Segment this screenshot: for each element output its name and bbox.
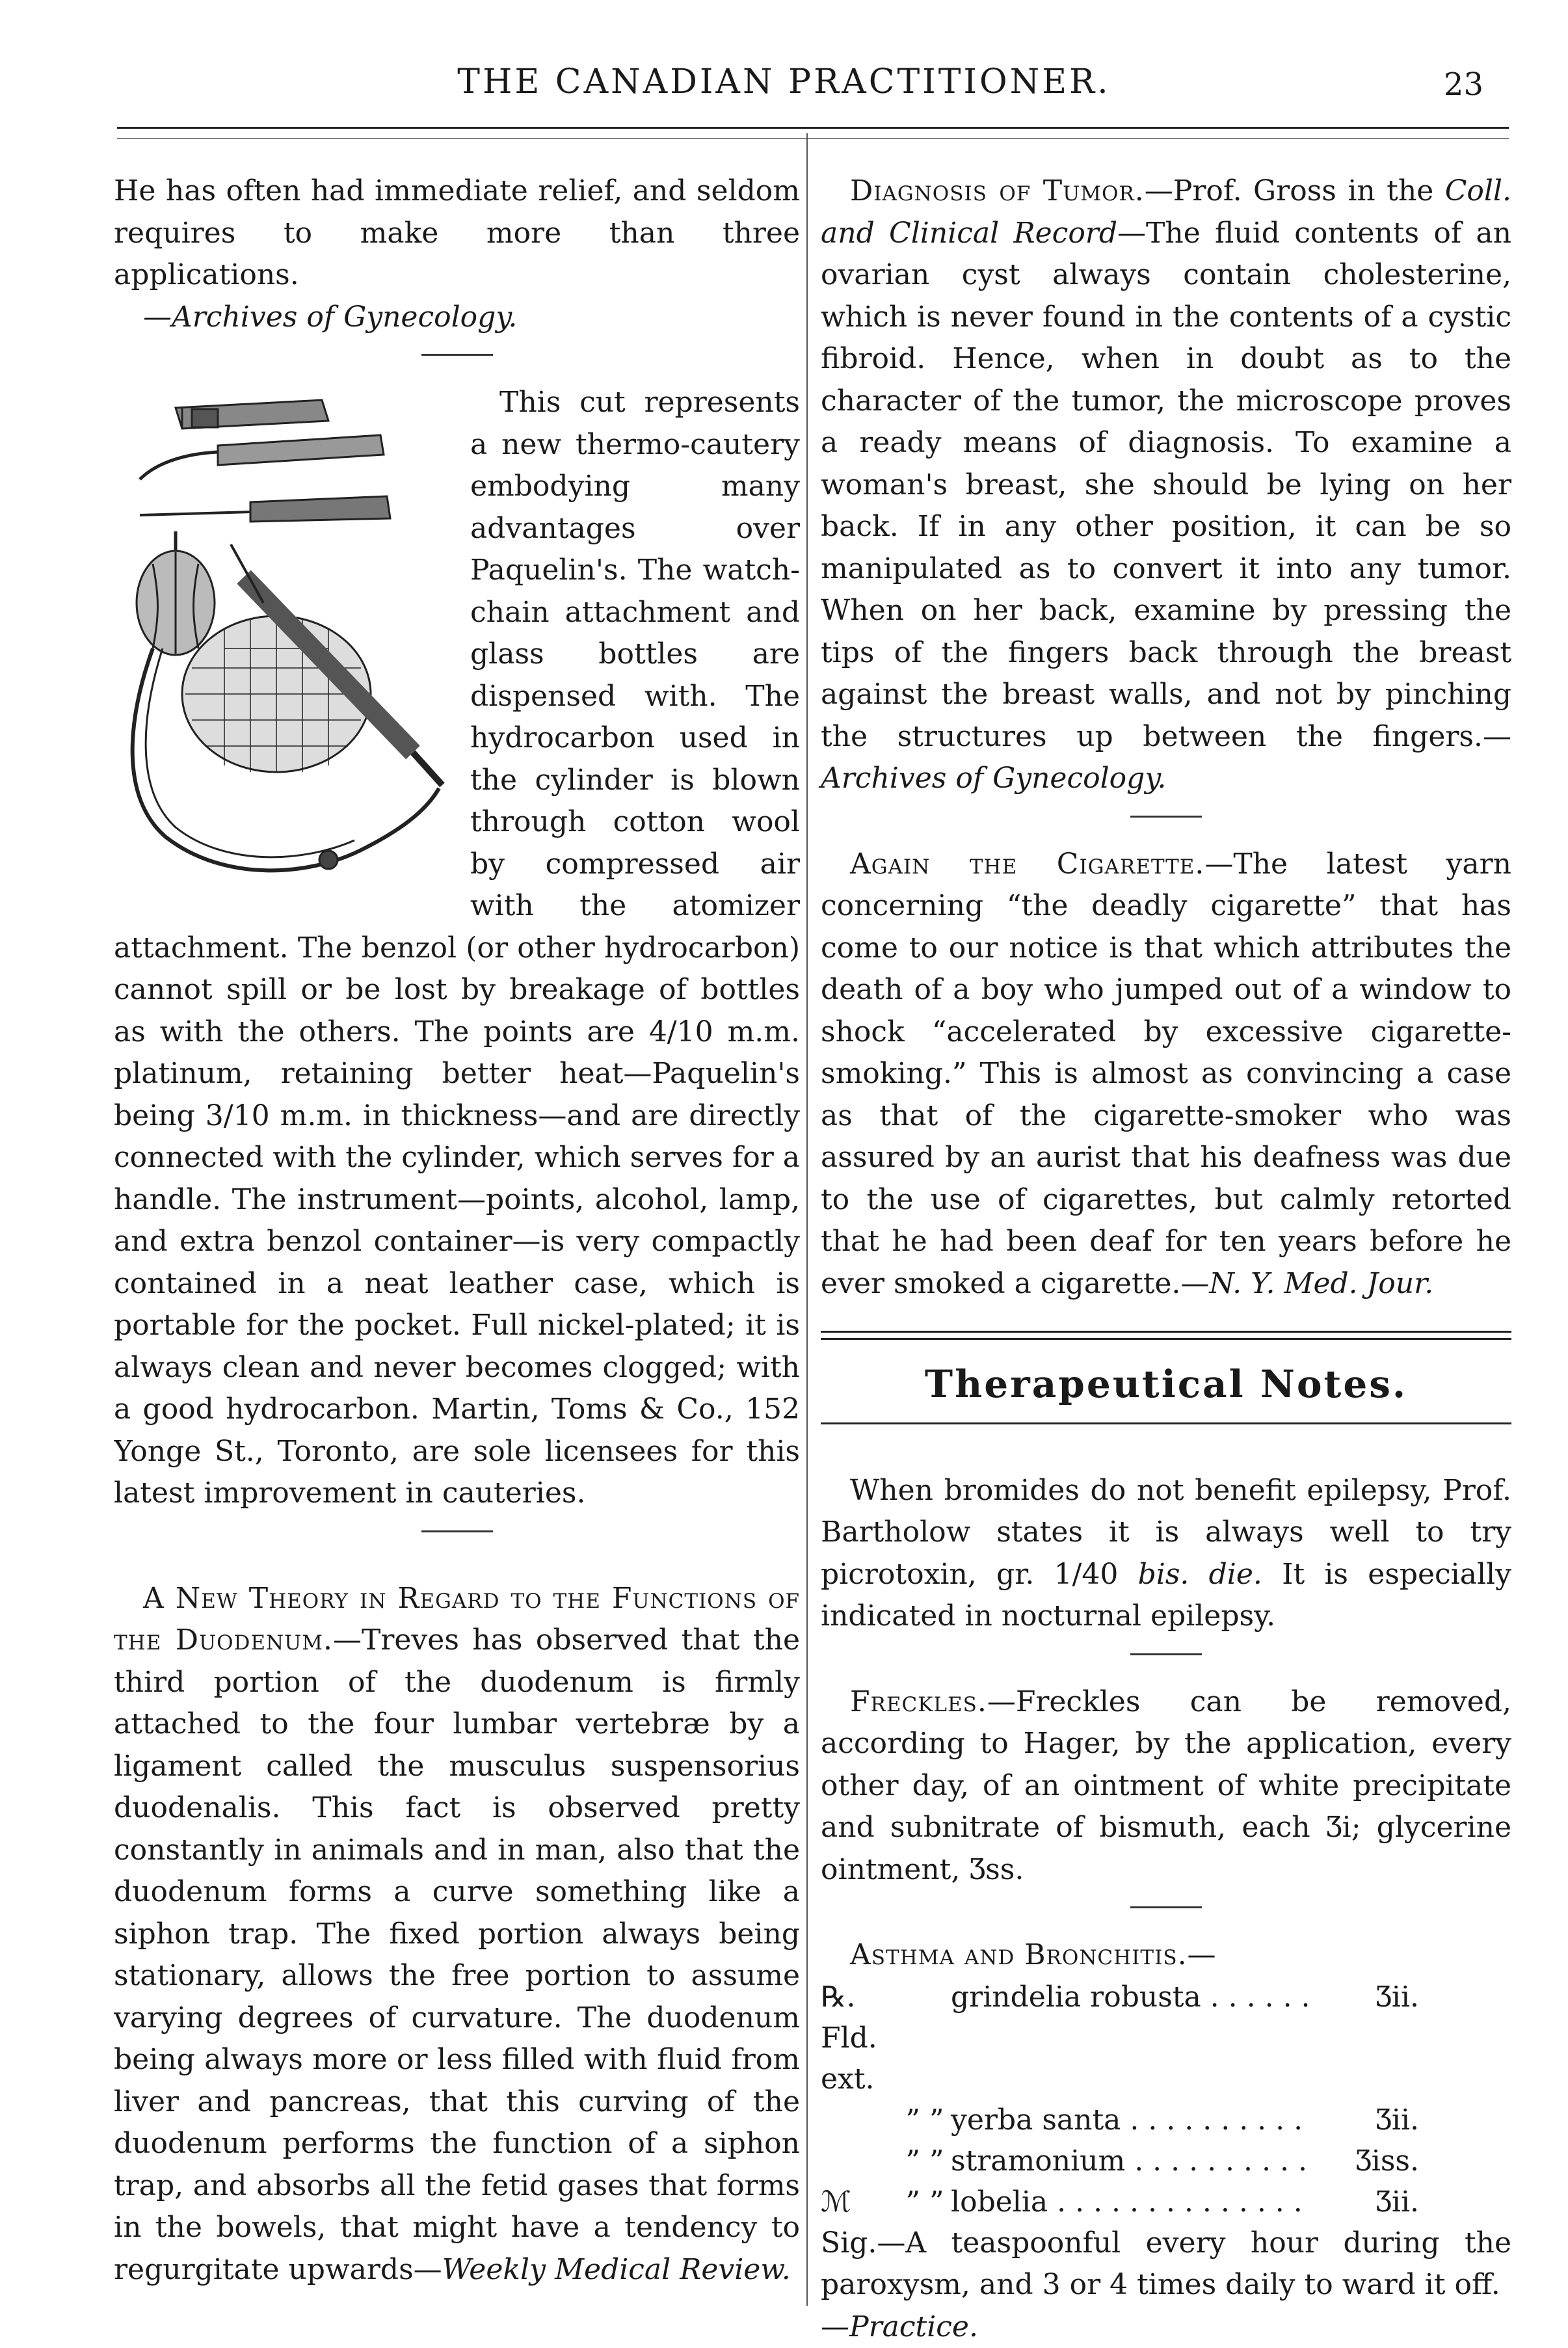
running-title: THE CANADIAN PRACTITIONER. [0,62,1568,101]
section-title: Asthma and Bronchitis.— [821,1934,1511,1977]
prescription-sym [821,2141,899,2181]
section-heading: Therapeutical Notes. [821,1359,1511,1417]
figure-block [114,382,800,1515]
prescription-name: yerba santa . . . . . . . . . . [951,2100,1315,2141]
paragraph: Again the Cigarette.—The latest yarn concerning “the deadly cigarette” that has come to our notice is that which attributes the death of a boy who jumped out of a window to shock “accelerated by excessive cigarette-smoking.” This is almost as convincing a case as that of the cigarette-smoker who was assured by an aurist that his deafness was due to the use of cigarettes, but calmly retorted that he had been deaf for ten years before he ever smoked a cigarette.—N. Y. Med. Jour. [821,844,1511,1305]
section-title: Freckles. [850,1685,987,1718]
source-citation: —Archives of Gynecology. [821,720,1511,795]
paragraph: Freckles.—Freckles can be removed, according to Hager, by the application, every other day, of an ointment of white precipitate and subnitrate of bismuth, each Ʒi; glycerine ointment, Ʒss. [821,1681,1511,1891]
prescription-sym [821,2100,899,2141]
separator [421,354,493,356]
prescription-dose: Ʒii. [1315,2100,1419,2141]
paragraph: When bromides do not benefit epilepsy, Prof. Bartholow states it is always well to try picrotoxin, gr. 1/40 bis. die. It is especially indicated in nocturnal epilepsy. [821,1470,1511,1638]
prescription-row [821,2141,1419,2181]
paragraph: Diagnosis of Tumor.—Prof. Gross in the Coll. and Clinical Record—The fluid contents of an ovarian cyst always contain cholesterine, which is never found in the contents of a cystic fibroid. Hence, when in doubt as to the character of the tumor, the microscope proves a ready means of diagnosis. To examine a woman's breast, she should be lying on her back. If in any other position, it can be so manipulated as to convert it into any tumor. When on her back, examine by pressing the tips of the fingers back through the breast against the breast walls, and not by pinching the structures up between the fingers.—Archives of Gynecology. [821,170,1511,800]
prescription-ditto: ” ” [899,2100,951,2141]
prescription-sym: ℞. Fld. ext. [821,1977,899,2100]
source-citation: N. Y. Med. Jour. [1209,1267,1433,1300]
prescription-row [821,2100,1419,2141]
left-column [114,170,800,2291]
prescription-name: stramonium . . . . . . . . . . [951,2141,1315,2181]
prescription-name: grindelia robusta . . . . . . [951,1977,1315,2100]
separator [1130,816,1202,818]
header-rule [117,127,1509,129]
prescription-row [821,1977,1419,2100]
header-rule-thin [117,138,1509,139]
separator [421,1530,493,1532]
separator [1130,1653,1202,1655]
section-heading-box [821,1331,1511,1424]
prescription-table [821,1977,1419,2222]
paragraph: This cut represents a new thermo-cautery embodying many advantages over Paquelin's. The watch-chain attachment and glass bottles are dispensed with. The hydrocarbon used in the cylinder is blown through cotton wool by compressed air with the atomizer attachment. The benzol (or other hydrocarbon) cannot spill or be lost by breakage of bottles as with the others. The points are 4/10 m.m. platinum, retaining better heat—Paquelin's being 3/10 m.m. in thickness—and are directly connected with the cylinder, which serves for a handle. The instrument—points, alcohol, lamp, and extra benzol container—is very compactly contained in a neat leather case, which is portable for the pocket. Full nickel-plated; it is always clean and never becomes clogged; with a good hydrocarbon. Martin, Toms & Co., 152 Yonge St., Toronto, are sole licensees for this latest improvement in cauteries. [114,382,800,1515]
section-title: A New Theory in Regard to the Functions of the Duodenum. [114,1582,800,1657]
prescription-row [821,2181,1419,2222]
page-header [0,57,1568,116]
prescription-dose: Ʒiss. [1315,2141,1419,2181]
paragraph: He has often had immediate relief, and seldom requires to make more than three applications. [114,170,800,297]
prescription-ditto [899,1977,951,2100]
source-citation: Weekly Medical Review. [442,2253,791,2286]
right-column [821,170,1511,2348]
section-title: Diagnosis of Tumor. [850,174,1145,207]
paragraph: A New Theory in Regard to the Functions of the Duodenum.—Treves has observed that the third portion of the duodenum is firmly attached to the four lumbar vertebræ by a ligament called the musculus suspensorius duodenalis. This fact is observed pretty constantly in animals and in man, also that the duodenum forms a curve something like a siphon trap. The fixed portion always being stationary, allows the free portion to assume varying degrees of curvature. The duodenum being always more or less filled with fluid from liver and pancreas, that this curving of the duodenum performs the function of a siphon trap, and absorbs all the fetid gases that forms in the bowels, that might have a tendency to regurgitate upwards—Weekly Medical Review. [114,1578,800,2291]
prescription-sym: ℳ [821,2181,899,2222]
thermo-cautery-illustration [114,382,452,902]
source-citation: —Practice. [821,2306,1511,2348]
section-title: Again the Cigarette. [850,847,1204,881]
column-divider [806,133,808,2306]
prescription-dose: Ʒii. [1315,2181,1419,2222]
separator [1130,1906,1202,1908]
thermo-cautery-icon [114,382,452,902]
page-number: 23 [1444,66,1483,103]
paragraph: Sig.—A teaspoonful every hour during the paroxysm, and 3 or 4 times daily to ward it off. [821,2222,1511,2306]
prescription-ditto: ” ” [899,2141,951,2181]
prescription-dose: Ʒii. [1315,1977,1419,2100]
prescription-name: lobelia . . . . . . . . . . . . . . [951,2181,1315,2222]
source-citation: —Archives of Gynecology. [114,297,800,339]
prescription-ditto: ” ” [899,2181,951,2222]
